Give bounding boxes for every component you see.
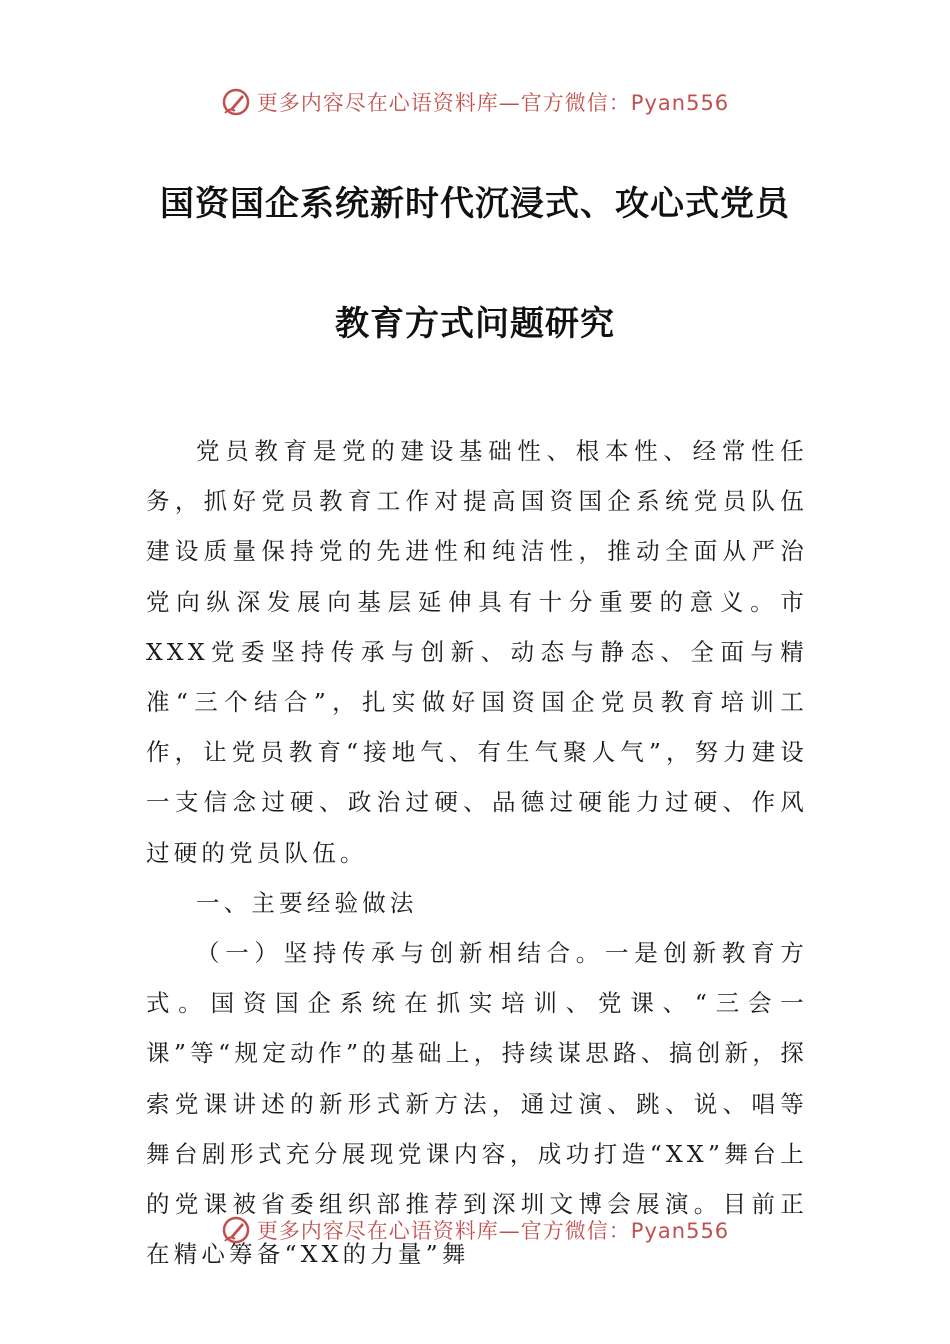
watermark-header [0,82,950,122]
watermark-footer [0,1210,950,1250]
section-heading: 一、主要经验做法 [196,888,418,917]
paragraph-intro: 党员教育是党的建设基础性、根本性、经常性任务，抓好党员教育工作对提高国资国企系统党员队伍建设质量保持党的先进性和纯洁性，推动全面从严治党向纵深发展向基层延伸具有十分重要的意义。市XXX党委坚持传承与创新、动态与静态、全面与精准“三个结合”，扎实做好国资国企党员教育培训工作，让党员教育“接地气、有生气聚人气”，努力建设一支信念过硬、政治过硬、品德过硬能力过硬、作风过硬的党员队伍。 [146,437,808,867]
document-title-line1: 国资国企系统新时代沉浸式、攻心式党员 [160,184,790,224]
pen-circle-logo-icon [221,1215,251,1245]
watermark-text: 更多内容尽在心语资料库—官方微信：Pyan556 [256,91,730,115]
watermark-text: 更多内容尽在心语资料库—官方微信：Pyan556 [256,1219,730,1243]
pen-circle-logo-icon [221,87,251,117]
document-body [146,426,808,1279]
document-title-line2: 教育方式问题研究 [335,304,615,344]
paragraph-section-1: （一）坚持传承与创新相结合。一是创新教育方式。国资国企系统在抓实培训、党课、“三会一课”等“规定动作”的基础上，持续谋思路、搞创新，探索党课讲述的新形式新方法，通过演、跳、说、唱等舞台剧形式充分展现党课内容，成功打造“XX”舞台上的党课被省委组织部推荐到深圳文博会展演。目前正在精心筹备“XX的力量”舞 [146,939,808,1269]
